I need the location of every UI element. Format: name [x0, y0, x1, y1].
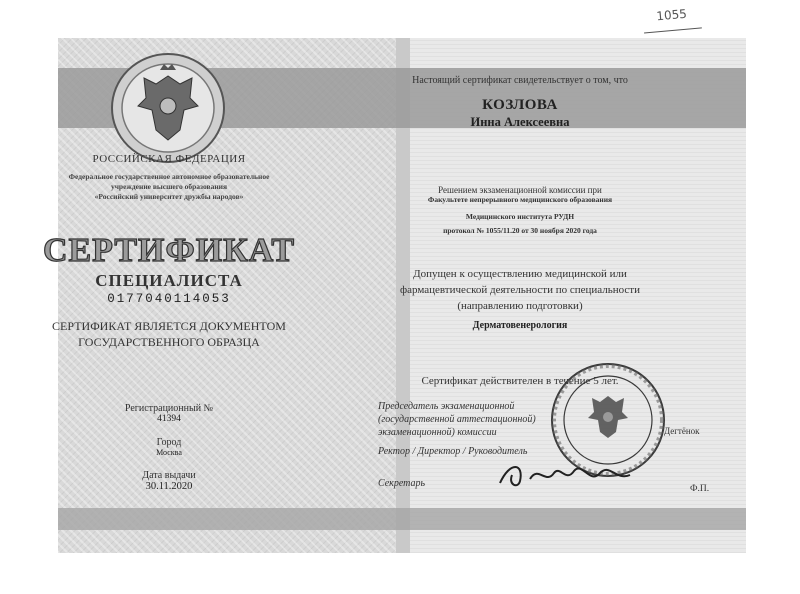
certificate-number: 0177040114053	[107, 292, 231, 306]
registration-block	[0, 403, 338, 424]
document-status-line-2: ГОСУДАРСТВЕННОГО ОБРАЗЦА	[78, 335, 260, 349]
secretary-signature	[490, 455, 650, 495]
secretary-line: Секретарь	[378, 478, 426, 489]
document-status-line-1: СЕРТИФИКАТ ЯВЛЯЕТСЯ ДОКУМЕНТОМ	[52, 319, 286, 333]
admission-line-2: фармацевтической деятельности по специальности	[400, 284, 640, 296]
registration-label: Регистрационный №	[124, 403, 214, 414]
validity-text: Сертификат действителен в течение 5 лет.	[421, 375, 619, 387]
city-block	[0, 437, 338, 457]
city-label: Город	[156, 437, 182, 448]
city-value: Москва	[156, 448, 182, 457]
protocol-line: протокол № 1055/11.20 от 30 ноября 2020 года	[443, 226, 597, 235]
issue-date-value: 30.11.2020	[145, 481, 193, 492]
holder-surname: КОЗЛОВА	[482, 97, 558, 113]
chair-signatory-name: Дегтёнок	[664, 426, 700, 436]
decision-line-2: Факультете непрерывного медицинского образования	[427, 195, 613, 204]
admission-line-3: (направлению подготовки)	[457, 300, 583, 312]
commission-chair-line-1: Председатель экзаменационной	[378, 401, 515, 412]
commission-chair-block	[378, 400, 536, 439]
specialty: Дерматовенерология	[472, 320, 568, 331]
country-name: РОССИЙСКАЯ ФЕДЕРАЦИЯ	[92, 153, 246, 165]
decision-line-3: Медицинского института РУДН	[465, 212, 575, 221]
organization-name	[0, 172, 338, 202]
handwritten-number: 1055	[642, 6, 702, 34]
intro-text: Настоящий сертификат свидетельствует о том, что	[412, 75, 628, 86]
decorative-band-bottom	[58, 508, 746, 530]
commission-chair-line-2: (государственной аттестационной)	[378, 414, 536, 425]
decision-line-1: Решением экзаменационной комиссии при	[438, 185, 602, 195]
issue-date-block	[0, 470, 338, 492]
coat-of-arms-emblem	[108, 48, 228, 168]
organization-line-3: «Российский университет дружбы народов»	[94, 192, 244, 201]
secretary-signatory-name: Ф.П.	[690, 484, 710, 494]
holder-name: Инна Алексеевна	[470, 115, 570, 129]
organization-line-2: учреждение высшего образования	[110, 182, 228, 191]
document-status	[0, 318, 338, 350]
rector-line: Ректор / Директор / Руководитель	[378, 446, 528, 457]
certificate-title: СЕРТИФИКАТ	[42, 232, 296, 269]
admission-block	[352, 266, 688, 314]
commission-chair-line-3: экзаменационной) комиссии	[378, 427, 497, 438]
certificate-subtitle: СПЕЦИАЛИСТА	[95, 271, 243, 290]
decision-block	[352, 185, 688, 235]
organization-line-1: Федеральное государственное автономное образовательное	[68, 172, 270, 181]
admission-line-1: Допущен к осуществлению медицинской или	[413, 268, 627, 280]
registration-number: 41394	[157, 414, 181, 424]
issue-date-label: Дата выдачи	[142, 470, 196, 481]
